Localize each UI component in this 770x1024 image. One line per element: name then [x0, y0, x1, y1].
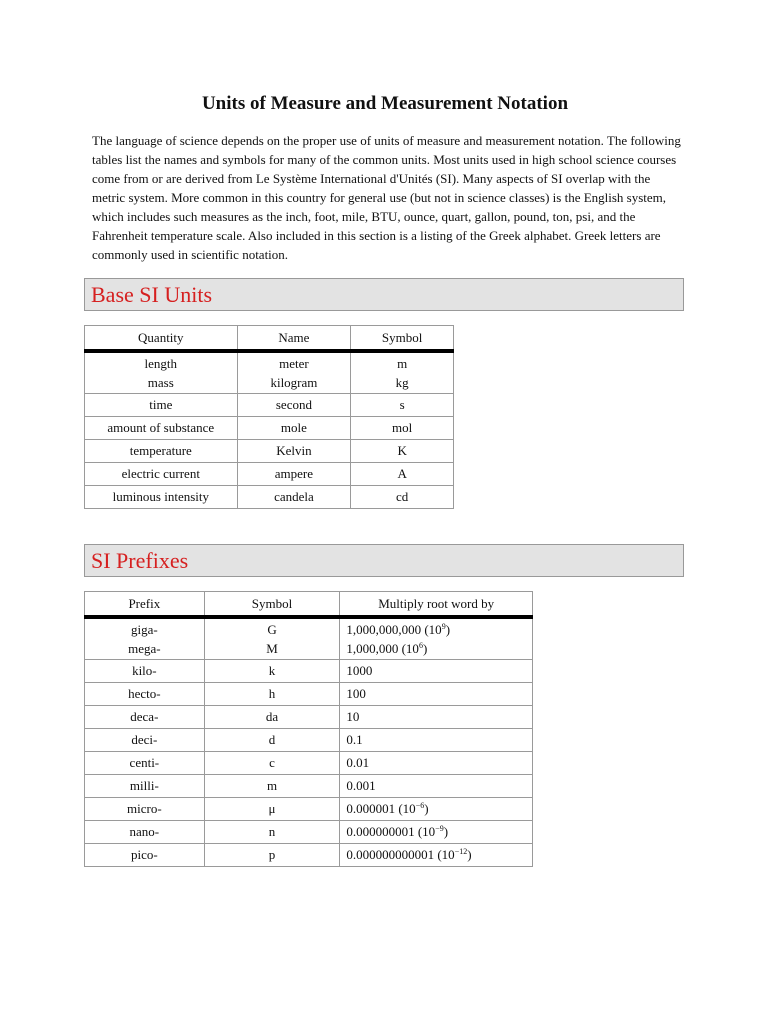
name-cell: mole [237, 417, 351, 440]
prefix-giga: giga- [130, 622, 158, 637]
multiplier-cell [340, 617, 533, 660]
quantity-cell: amount of substance [85, 417, 238, 440]
table-header-row [85, 592, 533, 618]
quantity-cell: luminous intensity [85, 486, 238, 509]
table-row [85, 844, 533, 867]
quantity-length: length [144, 356, 178, 371]
symbol-cell: p [204, 844, 340, 867]
table-row [85, 417, 454, 440]
multiplier-cell: 100 [340, 683, 533, 706]
symbol-cell: K [351, 440, 454, 463]
table-row [85, 617, 533, 660]
si-prefixes-table [84, 591, 533, 867]
multiplier-cell: 10 [340, 706, 533, 729]
name-cell [237, 351, 351, 394]
intro-paragraph: The language of science depends on the proper use of units of measure and measurement notation. The following tables list the names and symbols for many of the common units. Most units used in high school science courses come from or are derived from Le Système International d'Unités (SI). Many aspects of SI overlap with the metric system. More common in this country for general use (but not in science classes) is the English system, which includes such measures as the inch, foot, mile, BTU, ounce, quart, gallon, pound, ton, psi, and the Fahrenheit temperature scale. Also included in this section is a listing of the Greek alphabet. Greek letters are commonly used in scientific notation. [92, 133, 681, 262]
prefix-cell: nano- [85, 821, 205, 844]
quantity-cell [85, 351, 238, 394]
symbol-cell [351, 351, 454, 394]
header-prefix: Prefix [85, 592, 205, 618]
quantity-mass: mass [147, 375, 174, 390]
table-row [85, 394, 454, 417]
symbol-cell: A [351, 463, 454, 486]
prefix-cell [85, 617, 205, 660]
prefix-cell: deca- [85, 706, 205, 729]
symbol-cell: n [204, 821, 340, 844]
table-row [85, 798, 533, 821]
symbol-cell: da [204, 706, 340, 729]
table-row [85, 486, 454, 509]
multiplier-cell: 0.001 [340, 775, 533, 798]
symbol-cell [204, 617, 340, 660]
table-row [85, 775, 533, 798]
prefix-mega: mega- [128, 641, 161, 656]
prefix-cell: micro- [85, 798, 205, 821]
multiplier-cell: 0.1 [340, 729, 533, 752]
prefix-cell: milli- [85, 775, 205, 798]
prefix-cell: kilo- [85, 660, 205, 683]
multiplier-cell: 0.000000000001 $(10^{-12})$ [340, 844, 533, 867]
symbol-cell: s [351, 394, 454, 417]
quantity-cell: time [85, 394, 238, 417]
multiplier-cell: 0.000000001 $(10^{-9})$ [340, 821, 533, 844]
base-si-units-table [84, 325, 454, 509]
si-prefixes-heading: SI Prefixes [84, 544, 684, 577]
prefix-cell: deci- [85, 729, 205, 752]
prefix-cell: hecto- [85, 683, 205, 706]
name-cell: second [237, 394, 351, 417]
header-name: Name [237, 326, 351, 352]
table-row [85, 351, 454, 394]
symbol-cell: cd [351, 486, 454, 509]
prefix-cell: centi- [85, 752, 205, 775]
symbol-m: m [397, 356, 408, 371]
multiplier-cell: 0.01 [340, 752, 533, 775]
symbol-kg: kg [395, 375, 409, 390]
multiplier-giga: 1,000,000,000 $(10^9)$ [346, 622, 451, 637]
symbol-G: G [267, 622, 277, 637]
symbol-cell: c [204, 752, 340, 775]
page-title: Units of Measure and Measurement Notation [201, 93, 569, 114]
table-row [85, 440, 454, 463]
multiplier-cell: 0.000001 $(10^{-6})$ [340, 798, 533, 821]
table-row [85, 660, 533, 683]
multiplier-mega: 1,000,000 $(10^6)$ [346, 641, 428, 656]
header-symbol: Symbol [351, 326, 454, 352]
table-row [85, 752, 533, 775]
symbol-cell: μ [204, 798, 340, 821]
table-row [85, 463, 454, 486]
name-kilogram: kilogram [270, 375, 318, 390]
multiplier-cell: 1000 [340, 660, 533, 683]
table-row [85, 706, 533, 729]
header-multiply: Multiply root word by [340, 592, 533, 618]
quantity-cell: electric current [85, 463, 238, 486]
name-cell: Kelvin [237, 440, 351, 463]
name-cell: ampere [237, 463, 351, 486]
symbol-cell: h [204, 683, 340, 706]
table-row [85, 821, 533, 844]
header-symbol: Symbol [204, 592, 340, 618]
symbol-M: M [266, 641, 278, 656]
quantity-cell: temperature [85, 440, 238, 463]
name-meter: meter [279, 356, 309, 371]
symbol-cell: d [204, 729, 340, 752]
symbol-cell: m [204, 775, 340, 798]
table-header-row [85, 326, 454, 352]
table-row [85, 729, 533, 752]
base-si-units-heading: Base SI Units [84, 278, 684, 311]
symbol-cell: mol [351, 417, 454, 440]
name-cell: candela [237, 486, 351, 509]
header-quantity: Quantity [85, 326, 238, 352]
prefix-cell: pico- [85, 844, 205, 867]
table-row [85, 683, 533, 706]
symbol-cell: k [204, 660, 340, 683]
